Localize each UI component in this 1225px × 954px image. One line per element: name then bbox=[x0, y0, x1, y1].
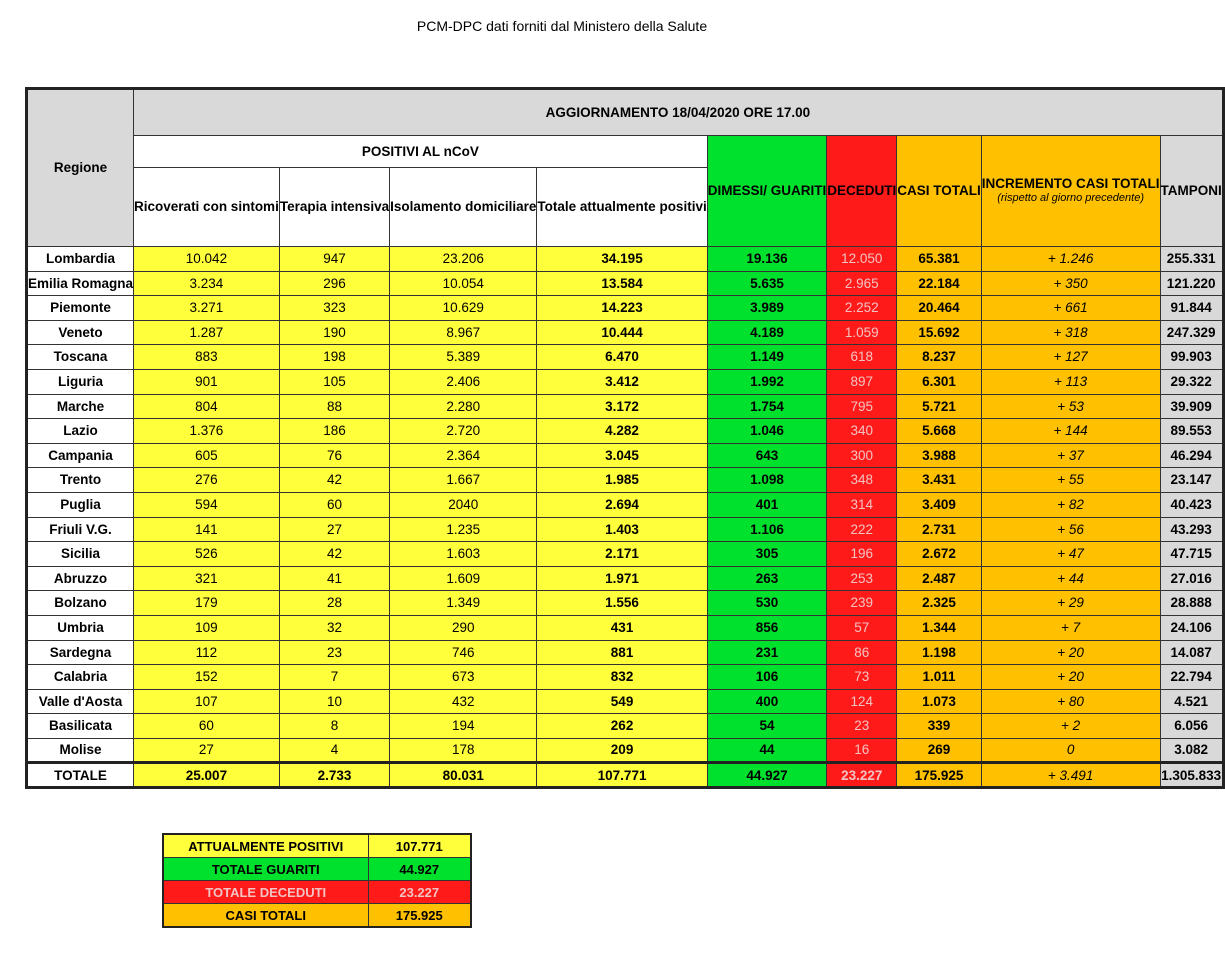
cell-terapia: 41 bbox=[279, 566, 389, 591]
cell-incremento: + 2 bbox=[981, 714, 1160, 739]
summary-label: ATTUALMENTE POSITIVI bbox=[163, 834, 368, 858]
cell-deceduti: 57 bbox=[827, 615, 897, 640]
cell-isolamento: 1.667 bbox=[390, 468, 537, 493]
page-caption: PCM-DPC dati forniti dal Ministero della Salute bbox=[416, 18, 708, 34]
cell-totale-positivi: 1.403 bbox=[537, 517, 707, 542]
cell-terapia: 323 bbox=[279, 296, 389, 321]
cell-isolamento: 1.603 bbox=[390, 542, 537, 567]
cell-casi-totali: 2.487 bbox=[897, 566, 982, 591]
cell-regione: Abruzzo bbox=[27, 566, 134, 591]
cell-tamponi: 24.106 bbox=[1160, 615, 1223, 640]
cell-incremento: + 37 bbox=[981, 443, 1160, 468]
cell-deceduti: 348 bbox=[827, 468, 897, 493]
cell-regione: Friuli V.G. bbox=[27, 517, 134, 542]
cell-regione: Toscana bbox=[27, 345, 134, 370]
total-cell-totale-positivi: 107.771 bbox=[537, 763, 707, 788]
table-row bbox=[27, 738, 1224, 763]
total-cell-terapia: 2.733 bbox=[279, 763, 389, 788]
cell-casi-totali: 2.731 bbox=[897, 517, 982, 542]
cell-incremento: + 7 bbox=[981, 615, 1160, 640]
total-cell-tamponi: 1.305.833 bbox=[1160, 763, 1223, 788]
cell-ricoverati: 901 bbox=[134, 369, 280, 394]
cell-regione: Sicilia bbox=[27, 542, 134, 567]
summary-row-casi bbox=[163, 904, 471, 928]
cell-totale-positivi: 881 bbox=[537, 640, 707, 665]
cell-incremento: + 1.246 bbox=[981, 247, 1160, 272]
cell-dimessi: 1.106 bbox=[707, 517, 827, 542]
cell-casi-totali: 5.721 bbox=[897, 394, 982, 419]
cell-tamponi: 43.293 bbox=[1160, 517, 1223, 542]
cell-ricoverati: 3.271 bbox=[134, 296, 280, 321]
cell-tamponi: 27.016 bbox=[1160, 566, 1223, 591]
cell-dimessi: 1.992 bbox=[707, 369, 827, 394]
cell-totale-positivi: 1.971 bbox=[537, 566, 707, 591]
cell-totale-positivi: 14.223 bbox=[537, 296, 707, 321]
cell-ricoverati: 883 bbox=[134, 345, 280, 370]
header-incremento bbox=[981, 136, 1160, 247]
cell-deceduti: 300 bbox=[827, 443, 897, 468]
header-positivi-group: POSITIVI AL nCoV bbox=[134, 136, 708, 168]
cell-casi-totali: 1.073 bbox=[897, 689, 982, 714]
cell-casi-totali: 2.325 bbox=[897, 591, 982, 616]
cell-casi-totali: 3.431 bbox=[897, 468, 982, 493]
cell-totale-positivi: 3.172 bbox=[537, 394, 707, 419]
cell-incremento: + 113 bbox=[981, 369, 1160, 394]
cell-incremento: + 661 bbox=[981, 296, 1160, 321]
cell-totale-positivi: 209 bbox=[537, 738, 707, 763]
cell-ricoverati: 10.042 bbox=[134, 247, 280, 272]
cell-casi-totali: 1.198 bbox=[897, 640, 982, 665]
cell-incremento: + 47 bbox=[981, 542, 1160, 567]
cell-terapia: 4 bbox=[279, 738, 389, 763]
cell-terapia: 198 bbox=[279, 345, 389, 370]
cell-tamponi: 23.147 bbox=[1160, 468, 1223, 493]
cell-isolamento: 1.235 bbox=[390, 517, 537, 542]
cell-terapia: 105 bbox=[279, 369, 389, 394]
cell-tamponi: 29.322 bbox=[1160, 369, 1223, 394]
cell-totale-positivi: 431 bbox=[537, 615, 707, 640]
table-row bbox=[27, 320, 1224, 345]
cell-regione: Sardegna bbox=[27, 640, 134, 665]
cell-dimessi: 401 bbox=[707, 492, 827, 517]
cell-totale-positivi: 4.282 bbox=[537, 419, 707, 444]
cell-regione: Lazio bbox=[27, 419, 134, 444]
total-cell-isolamento: 80.031 bbox=[390, 763, 537, 788]
cell-regione: Marche bbox=[27, 394, 134, 419]
table-row bbox=[27, 247, 1224, 272]
cell-regione: Basilicata bbox=[27, 714, 134, 739]
cell-terapia: 60 bbox=[279, 492, 389, 517]
cell-ricoverati: 107 bbox=[134, 689, 280, 714]
cell-incremento: + 29 bbox=[981, 591, 1160, 616]
cell-incremento: + 20 bbox=[981, 665, 1160, 690]
cell-tamponi: 39.909 bbox=[1160, 394, 1223, 419]
cell-totale-positivi: 13.584 bbox=[537, 271, 707, 296]
cell-deceduti: 618 bbox=[827, 345, 897, 370]
cell-regione: Piemonte bbox=[27, 296, 134, 321]
header-update: AGGIORNAMENTO 18/04/2020 ORE 17.00 bbox=[134, 89, 1224, 136]
cell-terapia: 32 bbox=[279, 615, 389, 640]
cell-ricoverati: 1.287 bbox=[134, 320, 280, 345]
cell-isolamento: 2.364 bbox=[390, 443, 537, 468]
table-row bbox=[27, 443, 1224, 468]
cell-casi-totali: 3.409 bbox=[897, 492, 982, 517]
cell-tamponi: 22.794 bbox=[1160, 665, 1223, 690]
cell-regione: Umbria bbox=[27, 615, 134, 640]
cell-deceduti: 196 bbox=[827, 542, 897, 567]
cell-deceduti: 2.965 bbox=[827, 271, 897, 296]
total-cell-deceduti: 23.227 bbox=[827, 763, 897, 788]
cell-tamponi: 3.082 bbox=[1160, 738, 1223, 763]
table-row bbox=[27, 345, 1224, 370]
cell-dimessi: 1.149 bbox=[707, 345, 827, 370]
cell-dimessi: 530 bbox=[707, 591, 827, 616]
cell-tamponi: 4.521 bbox=[1160, 689, 1223, 714]
cell-regione: Calabria bbox=[27, 665, 134, 690]
table-row bbox=[27, 296, 1224, 321]
cell-tamponi: 14.087 bbox=[1160, 640, 1223, 665]
cell-totale-positivi: 2.171 bbox=[537, 542, 707, 567]
cell-incremento: + 56 bbox=[981, 517, 1160, 542]
table-row bbox=[27, 369, 1224, 394]
cell-ricoverati: 60 bbox=[134, 714, 280, 739]
summary-label: TOTALE DECEDUTI bbox=[163, 881, 368, 904]
cell-totale-positivi: 549 bbox=[537, 689, 707, 714]
total-cell-incremento: + 3.491 bbox=[981, 763, 1160, 788]
cell-ricoverati: 152 bbox=[134, 665, 280, 690]
cell-regione: Trento bbox=[27, 468, 134, 493]
total-cell-dimessi: 44.927 bbox=[707, 763, 827, 788]
cell-dimessi: 400 bbox=[707, 689, 827, 714]
table-row bbox=[27, 615, 1224, 640]
cell-dimessi: 856 bbox=[707, 615, 827, 640]
cell-dimessi: 1.046 bbox=[707, 419, 827, 444]
summary-value: 175.925 bbox=[368, 904, 471, 928]
cell-dimessi: 4.189 bbox=[707, 320, 827, 345]
cell-deceduti: 16 bbox=[827, 738, 897, 763]
table-row bbox=[27, 566, 1224, 591]
cell-isolamento: 10.054 bbox=[390, 271, 537, 296]
cell-regione: Puglia bbox=[27, 492, 134, 517]
cell-regione: Campania bbox=[27, 443, 134, 468]
cell-isolamento: 2.280 bbox=[390, 394, 537, 419]
cell-dimessi: 1.098 bbox=[707, 468, 827, 493]
cell-ricoverati: 605 bbox=[134, 443, 280, 468]
cell-isolamento: 2.406 bbox=[390, 369, 537, 394]
cell-incremento: + 144 bbox=[981, 419, 1160, 444]
cell-totale-positivi: 832 bbox=[537, 665, 707, 690]
summary-value: 44.927 bbox=[368, 858, 471, 881]
table-row bbox=[27, 419, 1224, 444]
cell-incremento: + 350 bbox=[981, 271, 1160, 296]
cell-deceduti: 239 bbox=[827, 591, 897, 616]
cell-casi-totali: 1.011 bbox=[897, 665, 982, 690]
cell-deceduti: 73 bbox=[827, 665, 897, 690]
summary-value: 23.227 bbox=[368, 881, 471, 904]
cell-ricoverati: 141 bbox=[134, 517, 280, 542]
cell-ricoverati: 109 bbox=[134, 615, 280, 640]
cell-dimessi: 106 bbox=[707, 665, 827, 690]
table-row bbox=[27, 468, 1224, 493]
cell-isolamento: 8.967 bbox=[390, 320, 537, 345]
cell-isolamento: 432 bbox=[390, 689, 537, 714]
cell-dimessi: 3.989 bbox=[707, 296, 827, 321]
summary-value: 107.771 bbox=[368, 834, 471, 858]
cell-dimessi: 263 bbox=[707, 566, 827, 591]
header-totale-positivi: Totale attualmente positivi bbox=[537, 168, 707, 247]
cell-terapia: 88 bbox=[279, 394, 389, 419]
cell-isolamento: 2040 bbox=[390, 492, 537, 517]
cell-deceduti: 314 bbox=[827, 492, 897, 517]
header-deceduti: DECEDUTI bbox=[827, 136, 897, 247]
covid-table bbox=[25, 87, 1225, 789]
cell-ricoverati: 321 bbox=[134, 566, 280, 591]
cell-regione: Bolzano bbox=[27, 591, 134, 616]
table-row bbox=[27, 394, 1224, 419]
cell-tamponi: 28.888 bbox=[1160, 591, 1223, 616]
total-cell-regione: TOTALE bbox=[27, 763, 134, 788]
cell-terapia: 947 bbox=[279, 247, 389, 272]
cell-isolamento: 5.389 bbox=[390, 345, 537, 370]
cell-casi-totali: 269 bbox=[897, 738, 982, 763]
summary-table bbox=[162, 833, 472, 928]
cell-isolamento: 1.349 bbox=[390, 591, 537, 616]
cell-isolamento: 10.629 bbox=[390, 296, 537, 321]
table-body bbox=[27, 247, 1224, 788]
cell-terapia: 186 bbox=[279, 419, 389, 444]
header-incremento-note: (rispetto al giorno precedente) bbox=[997, 192, 1144, 205]
summary-label: CASI TOTALI bbox=[163, 904, 368, 928]
cell-casi-totali: 1.344 bbox=[897, 615, 982, 640]
summary-label: TOTALE GUARITI bbox=[163, 858, 368, 881]
summary-row-deceduti bbox=[163, 881, 471, 904]
cell-deceduti: 1.059 bbox=[827, 320, 897, 345]
cell-deceduti: 23 bbox=[827, 714, 897, 739]
cell-casi-totali: 15.692 bbox=[897, 320, 982, 345]
cell-regione: Veneto bbox=[27, 320, 134, 345]
cell-regione: Emilia Romagna bbox=[27, 271, 134, 296]
cell-terapia: 42 bbox=[279, 542, 389, 567]
cell-ricoverati: 27 bbox=[134, 738, 280, 763]
header-ricoverati: Ricoverati con sintomi bbox=[134, 168, 280, 247]
table-row bbox=[27, 714, 1224, 739]
cell-casi-totali: 65.381 bbox=[897, 247, 982, 272]
cell-isolamento: 2.720 bbox=[390, 419, 537, 444]
cell-casi-totali: 5.668 bbox=[897, 419, 982, 444]
header-terapia: Terapia intensiva bbox=[279, 168, 389, 247]
cell-dimessi: 231 bbox=[707, 640, 827, 665]
cell-terapia: 7 bbox=[279, 665, 389, 690]
cell-ricoverati: 3.234 bbox=[134, 271, 280, 296]
cell-ricoverati: 276 bbox=[134, 468, 280, 493]
cell-incremento: + 44 bbox=[981, 566, 1160, 591]
table-row bbox=[27, 271, 1224, 296]
cell-isolamento: 1.609 bbox=[390, 566, 537, 591]
table-row bbox=[27, 492, 1224, 517]
cell-regione: Molise bbox=[27, 738, 134, 763]
cell-isolamento: 673 bbox=[390, 665, 537, 690]
cell-casi-totali: 339 bbox=[897, 714, 982, 739]
cell-isolamento: 746 bbox=[390, 640, 537, 665]
cell-tamponi: 89.553 bbox=[1160, 419, 1223, 444]
cell-regione: Valle d'Aosta bbox=[27, 689, 134, 714]
cell-totale-positivi: 6.470 bbox=[537, 345, 707, 370]
cell-tamponi: 91.844 bbox=[1160, 296, 1223, 321]
cell-deceduti: 795 bbox=[827, 394, 897, 419]
cell-terapia: 190 bbox=[279, 320, 389, 345]
header-regione: Regione bbox=[27, 89, 134, 247]
cell-tamponi: 46.294 bbox=[1160, 443, 1223, 468]
cell-regione: Liguria bbox=[27, 369, 134, 394]
cell-tamponi: 255.331 bbox=[1160, 247, 1223, 272]
cell-dimessi: 44 bbox=[707, 738, 827, 763]
cell-ricoverati: 594 bbox=[134, 492, 280, 517]
cell-isolamento: 178 bbox=[390, 738, 537, 763]
cell-terapia: 76 bbox=[279, 443, 389, 468]
cell-ricoverati: 179 bbox=[134, 591, 280, 616]
total-row bbox=[27, 763, 1224, 788]
cell-deceduti: 86 bbox=[827, 640, 897, 665]
cell-deceduti: 222 bbox=[827, 517, 897, 542]
header-isolamento: Isolamento domiciliare bbox=[390, 168, 537, 247]
cell-totale-positivi: 262 bbox=[537, 714, 707, 739]
cell-ricoverati: 112 bbox=[134, 640, 280, 665]
cell-ricoverati: 1.376 bbox=[134, 419, 280, 444]
header-tamponi: TAMPONI bbox=[1160, 136, 1223, 247]
table-row bbox=[27, 517, 1224, 542]
table-row bbox=[27, 640, 1224, 665]
cell-dimessi: 305 bbox=[707, 542, 827, 567]
total-cell-ricoverati: 25.007 bbox=[134, 763, 280, 788]
cell-deceduti: 897 bbox=[827, 369, 897, 394]
cell-incremento: + 318 bbox=[981, 320, 1160, 345]
table-row bbox=[27, 689, 1224, 714]
cell-casi-totali: 3.988 bbox=[897, 443, 982, 468]
cell-terapia: 8 bbox=[279, 714, 389, 739]
cell-totale-positivi: 1.556 bbox=[537, 591, 707, 616]
summary-row-guariti bbox=[163, 858, 471, 881]
cell-isolamento: 23.206 bbox=[390, 247, 537, 272]
cell-tamponi: 247.329 bbox=[1160, 320, 1223, 345]
cell-deceduti: 253 bbox=[827, 566, 897, 591]
cell-casi-totali: 22.184 bbox=[897, 271, 982, 296]
cell-casi-totali: 6.301 bbox=[897, 369, 982, 394]
cell-totale-positivi: 10.444 bbox=[537, 320, 707, 345]
cell-incremento: 0 bbox=[981, 738, 1160, 763]
cell-ricoverati: 804 bbox=[134, 394, 280, 419]
summary-row-positivi bbox=[163, 834, 471, 858]
cell-dimessi: 643 bbox=[707, 443, 827, 468]
cell-incremento: + 53 bbox=[981, 394, 1160, 419]
cell-deceduti: 124 bbox=[827, 689, 897, 714]
cell-incremento: + 82 bbox=[981, 492, 1160, 517]
cell-isolamento: 290 bbox=[390, 615, 537, 640]
cell-tamponi: 40.423 bbox=[1160, 492, 1223, 517]
table-row bbox=[27, 591, 1224, 616]
cell-dimessi: 54 bbox=[707, 714, 827, 739]
cell-tamponi: 99.903 bbox=[1160, 345, 1223, 370]
cell-dimessi: 1.754 bbox=[707, 394, 827, 419]
cell-totale-positivi: 1.985 bbox=[537, 468, 707, 493]
cell-totale-positivi: 3.412 bbox=[537, 369, 707, 394]
total-cell-casi-totali: 175.925 bbox=[897, 763, 982, 788]
cell-terapia: 28 bbox=[279, 591, 389, 616]
cell-terapia: 296 bbox=[279, 271, 389, 296]
header-dimessi: DIMESSI/ GUARITI bbox=[707, 136, 827, 247]
table-row bbox=[27, 665, 1224, 690]
cell-casi-totali: 20.464 bbox=[897, 296, 982, 321]
cell-isolamento: 194 bbox=[390, 714, 537, 739]
cell-totale-positivi: 3.045 bbox=[537, 443, 707, 468]
cell-terapia: 10 bbox=[279, 689, 389, 714]
cell-dimessi: 5.635 bbox=[707, 271, 827, 296]
cell-terapia: 42 bbox=[279, 468, 389, 493]
cell-regione: Lombardia bbox=[27, 247, 134, 272]
cell-deceduti: 340 bbox=[827, 419, 897, 444]
cell-incremento: + 20 bbox=[981, 640, 1160, 665]
header-incremento-label: INCREMENTO CASI TOTALI bbox=[981, 175, 1160, 191]
cell-tamponi: 47.715 bbox=[1160, 542, 1223, 567]
cell-totale-positivi: 34.195 bbox=[537, 247, 707, 272]
cell-terapia: 27 bbox=[279, 517, 389, 542]
cell-dimessi: 19.136 bbox=[707, 247, 827, 272]
cell-incremento: + 127 bbox=[981, 345, 1160, 370]
cell-incremento: + 80 bbox=[981, 689, 1160, 714]
cell-tamponi: 6.056 bbox=[1160, 714, 1223, 739]
cell-terapia: 23 bbox=[279, 640, 389, 665]
cell-deceduti: 2.252 bbox=[827, 296, 897, 321]
cell-ricoverati: 526 bbox=[134, 542, 280, 567]
cell-casi-totali: 2.672 bbox=[897, 542, 982, 567]
header-casi-totali: CASI TOTALI bbox=[897, 136, 982, 247]
cell-totale-positivi: 2.694 bbox=[537, 492, 707, 517]
cell-incremento: + 55 bbox=[981, 468, 1160, 493]
table-row bbox=[27, 542, 1224, 567]
cell-casi-totali: 8.237 bbox=[897, 345, 982, 370]
cell-deceduti: 12.050 bbox=[827, 247, 897, 272]
cell-tamponi: 121.220 bbox=[1160, 271, 1223, 296]
